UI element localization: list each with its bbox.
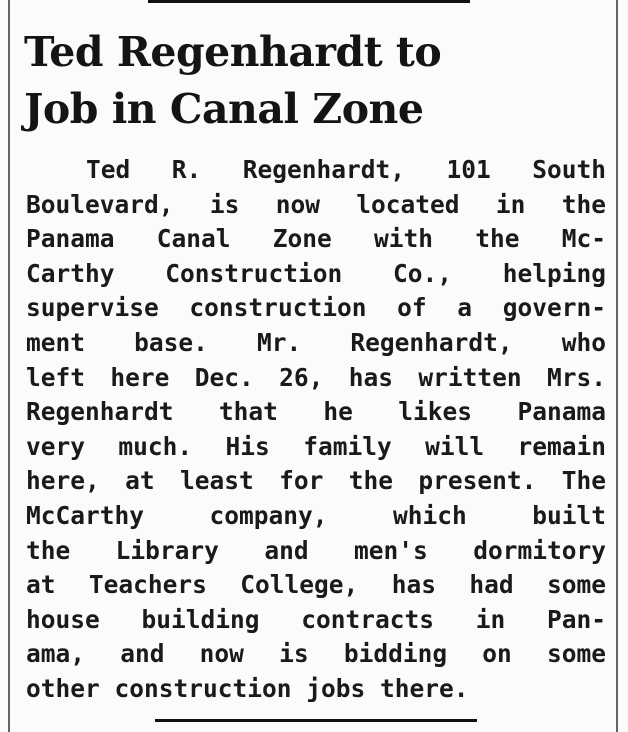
body-line: ama, and now is bidding on some xyxy=(26,639,606,669)
body-line: here, at least for the present. The xyxy=(26,466,606,496)
article-body xyxy=(26,153,606,707)
bottom-rule xyxy=(155,719,477,722)
body-line: Boulevard, is now located in the xyxy=(26,189,606,219)
headline-line-1: Ted Regenhardt to xyxy=(24,28,442,76)
headline-line-2: Job in Canal Zone xyxy=(24,85,424,133)
body-line: the Library and men's dormitory xyxy=(26,535,606,565)
body-line: Regenhardt that he likes Panama xyxy=(26,397,606,427)
body-line: left here Dec. 26, has written Mrs. xyxy=(26,362,606,392)
body-line: ment base. Mr. Regenhardt, who xyxy=(26,327,606,357)
column-rule-left xyxy=(8,0,10,732)
column-rule-right xyxy=(616,0,618,732)
body-line: house building contracts in Pan- xyxy=(26,604,606,634)
body-line: other construction jobs there. xyxy=(26,673,469,703)
body-line: Carthy Construction Co., helping xyxy=(26,258,606,288)
body-line: at Teachers College, has had some xyxy=(26,570,606,600)
headline xyxy=(24,24,604,138)
body-line: Panama Canal Zone with the Mc- xyxy=(26,224,606,254)
body-line: Ted R. Regenhardt, 101 South xyxy=(86,155,606,184)
body-line: very much. His family will remain xyxy=(26,431,606,461)
top-rule xyxy=(148,0,470,3)
body-line: McCarthy company, which built xyxy=(26,500,606,530)
body-line: supervise construction of a govern- xyxy=(26,293,606,323)
